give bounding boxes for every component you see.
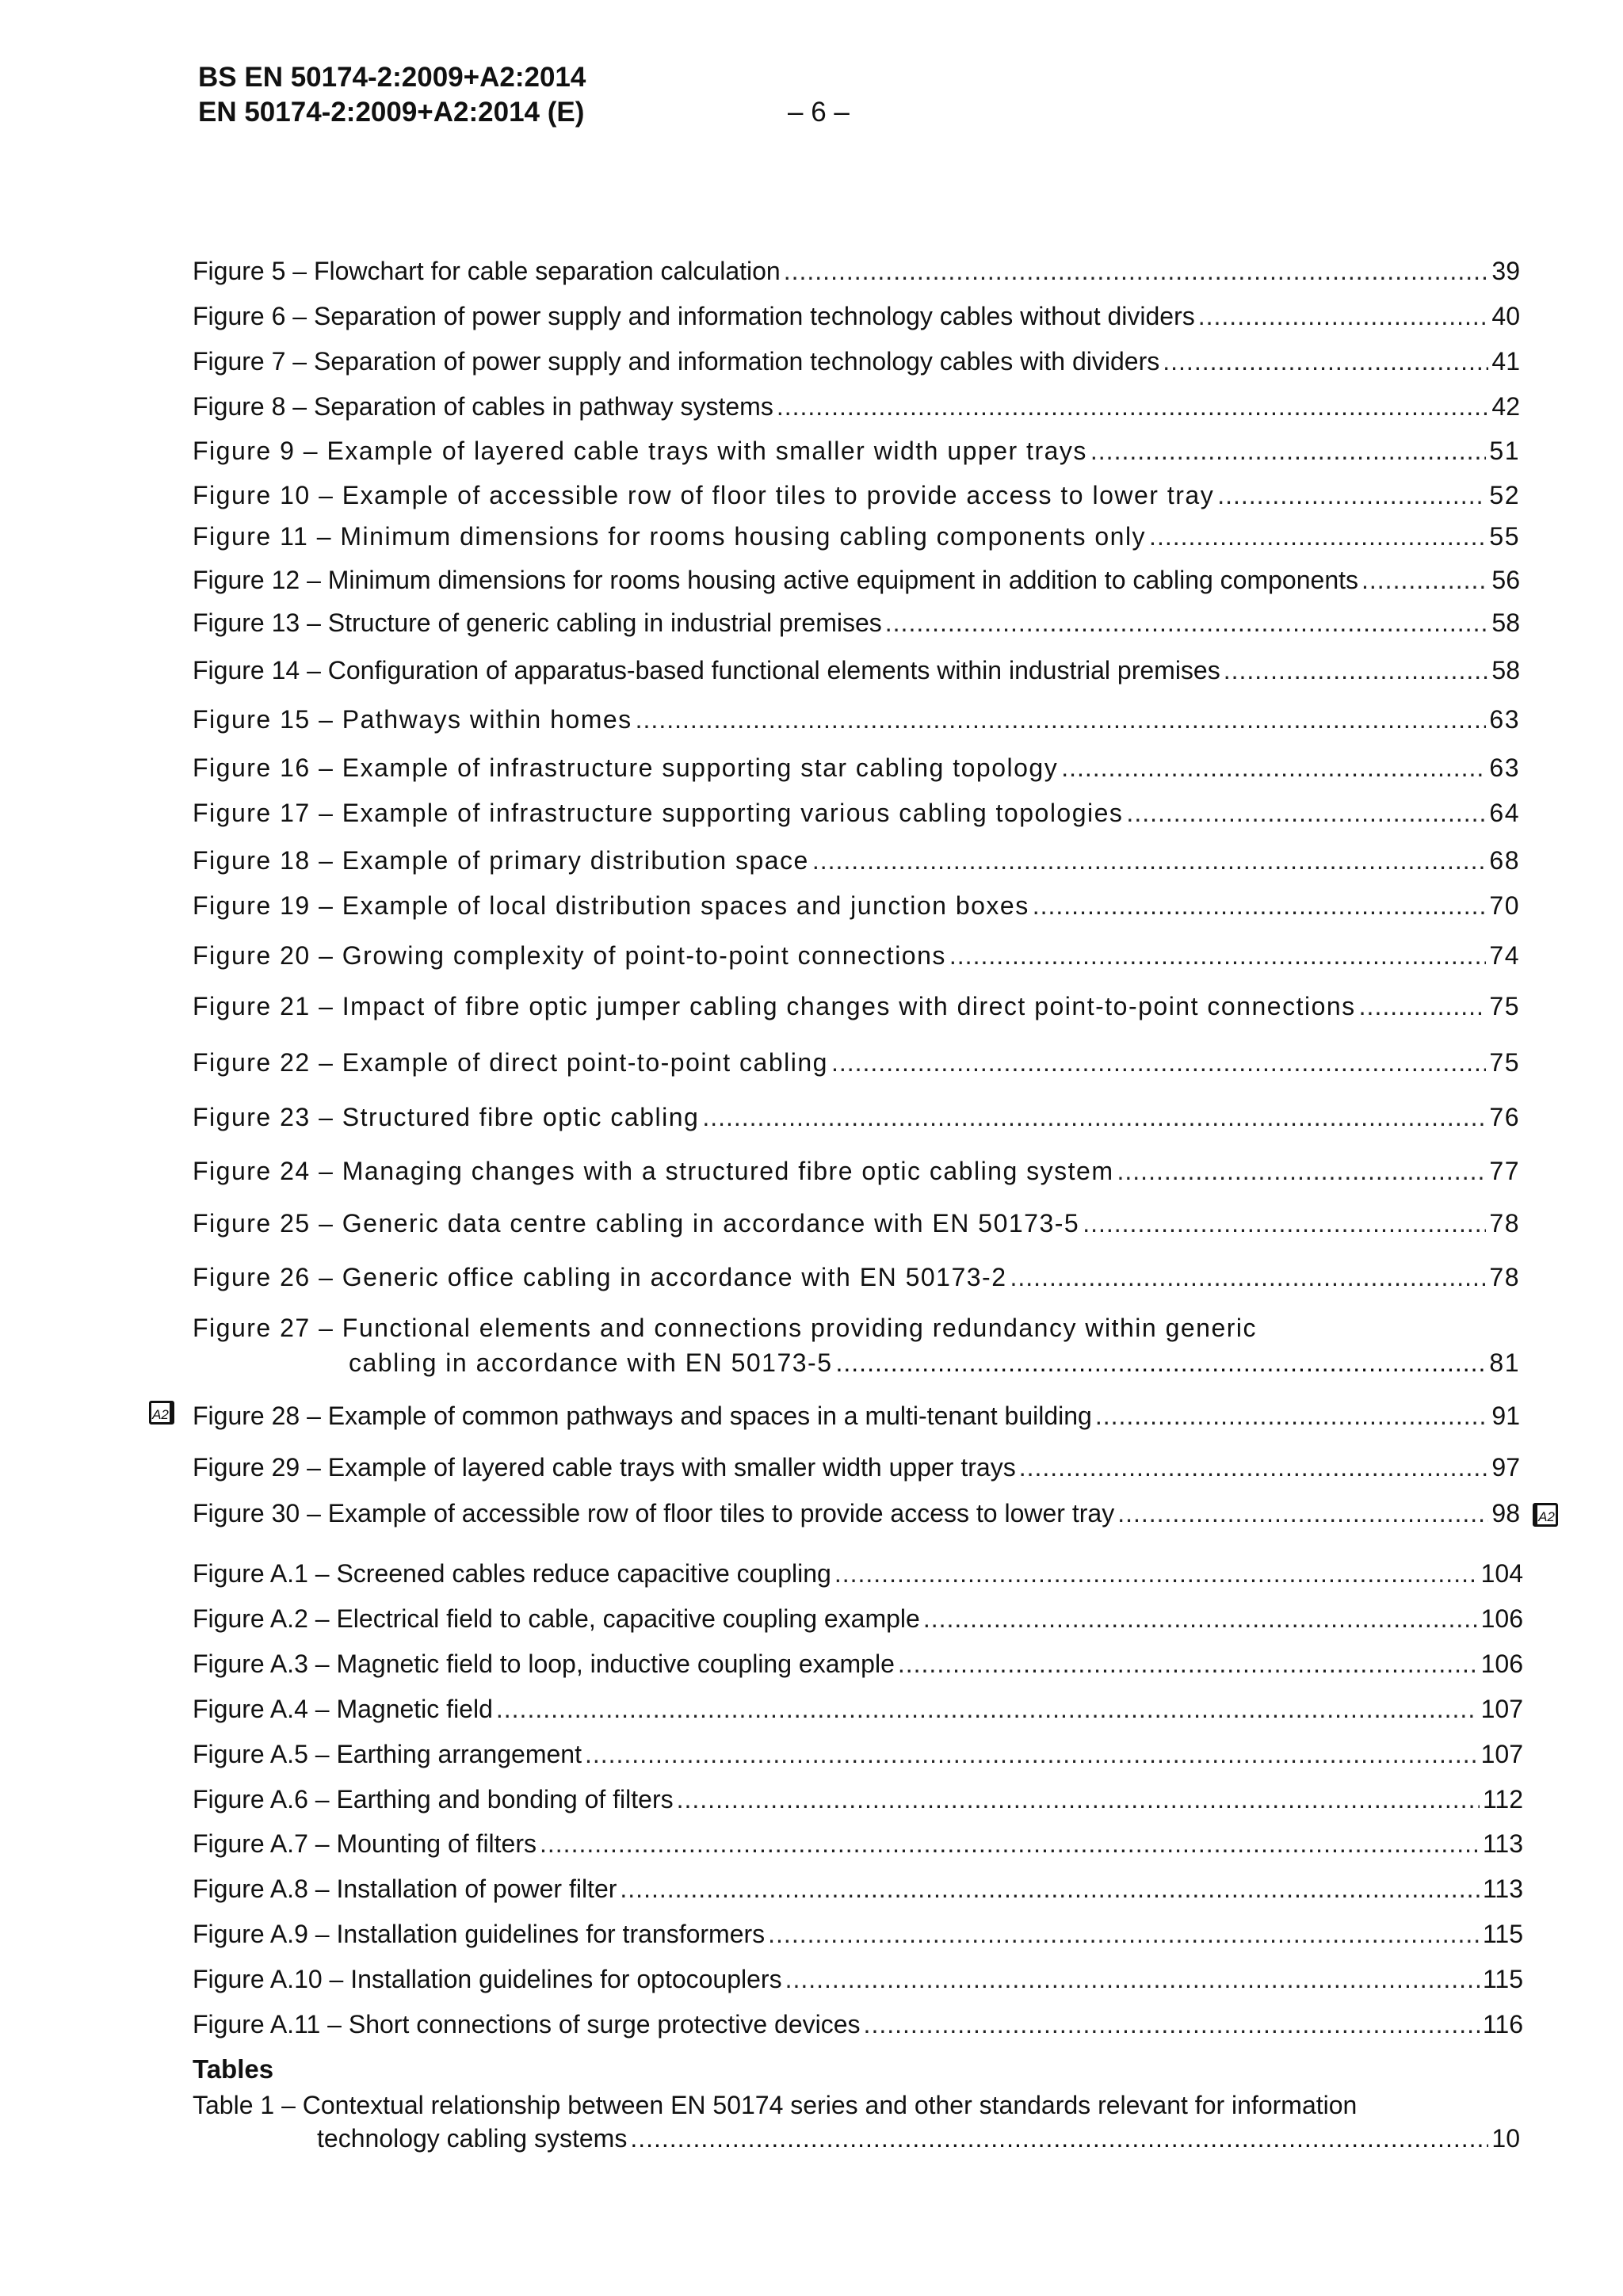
leader-dots [949, 940, 1487, 971]
leader-dots [1083, 1207, 1486, 1239]
toc-entry-title: Figure 20 – Growing complexity of point-to-point connections [193, 941, 946, 970]
toc-entry-title: Figure 10 – Example of accessible row of floor tiles to provide access to lower tray [193, 481, 1215, 509]
toc-entry-title-line1: Table 1 – Contextual relationship between EN 50174 series and other standards relevant for information [193, 2091, 1358, 2119]
toc-entry-title: Figure A.8 – Installation of power filter [193, 1875, 617, 1903]
leader-dots [923, 1603, 1478, 1634]
toc-entry-page: 75 [1489, 1048, 1520, 1077]
toc-entry-title: Figure 21 – Impact of fibre optic jumper cabling changes with direct point-to-point connections [193, 992, 1356, 1020]
toc-entry-title: Figure 17 – Example of infrastructure supporting various cabling topologies [193, 799, 1124, 827]
toc-entry-page: 91 [1491, 1402, 1520, 1430]
toc-entry-page: 39 [1491, 257, 1520, 285]
toc-entry-page: 74 [1489, 941, 1520, 970]
toc-entry-title: Figure 15 – Pathways within homes [193, 705, 632, 734]
toc-entry-figure-8[interactable] [193, 391, 1520, 422]
toc-entry-figure-a4[interactable] [193, 1693, 1523, 1725]
toc-entry-figure-a3[interactable] [193, 1648, 1523, 1680]
toc-entry-figure-20[interactable] [193, 940, 1520, 971]
toc-entry-page: 112 [1482, 1785, 1523, 1814]
toc-entry-page: 40 [1491, 302, 1520, 330]
toc-entry-title: Figure 30 – Example of accessible row of floor tiles to provide access to lower tray [193, 1499, 1115, 1527]
leader-dots [1033, 890, 1487, 921]
toc-entry-page: 106 [1480, 1650, 1523, 1678]
toc-entry-title: Figure 12 – Minimum dimensions for rooms housing active equipment in addition to cabling components [193, 566, 1358, 594]
toc-entry-figure-18[interactable] [193, 845, 1520, 876]
toc-entry-figure-15[interactable] [193, 704, 1520, 735]
toc-entry-figure-25[interactable] [193, 1207, 1520, 1239]
toc-entry-title: Figure 11 – Minimum dimensions for rooms housing cabling components only [193, 522, 1147, 551]
leader-dots [898, 1648, 1478, 1680]
toc-entry-title: Figure A.1 – Screened cables reduce capacitive coupling [193, 1559, 831, 1588]
toc-entry-figure-10[interactable] [193, 479, 1520, 511]
toc-entry-page: 113 [1482, 1829, 1523, 1858]
toc-entry-page: 98 [1491, 1499, 1520, 1527]
leader-dots [834, 1558, 1478, 1589]
leader-dots [864, 2008, 1480, 2040]
toc-entry-figure-a1[interactable] [193, 1558, 1523, 1589]
leader-dots [630, 2122, 1488, 2155]
toc-entry-title: Figure 26 – Generic office cabling in accordance with EN 50173-2 [193, 1263, 1007, 1291]
toc-entry-page: 76 [1489, 1103, 1520, 1131]
toc-entry-figure-23[interactable] [193, 1101, 1520, 1133]
toc-entry-page: 78 [1489, 1263, 1520, 1291]
toc-entry-figure-17[interactable] [193, 797, 1520, 829]
leader-dots [1149, 521, 1486, 552]
toc-entry-page: 58 [1491, 608, 1520, 637]
toc-entry-figure-26[interactable] [193, 1261, 1520, 1293]
toc-entry-title: Figure 25 – Generic data centre cabling in accordance with EN 50173-5 [193, 1209, 1080, 1238]
leader-dots [620, 1873, 1480, 1905]
leader-dots [768, 1918, 1480, 1950]
toc-entry-title: Figure A.4 – Magnetic field [193, 1695, 493, 1723]
toc-entry-page: 113 [1482, 1875, 1523, 1903]
toc-entry-page: 41 [1491, 347, 1520, 376]
leader-dots [1198, 300, 1489, 332]
leader-dots [1217, 479, 1486, 511]
toc-entry-page: 97 [1491, 1453, 1520, 1482]
toc-entry-title: Figure 23 – Structured fibre optic cabling [193, 1103, 700, 1131]
toc-entry-figure-a7[interactable] [193, 1828, 1523, 1859]
document-id-bs: BS EN 50174-2:2009+A2:2014 [198, 62, 586, 93]
toc-entry-figure-a9[interactable] [193, 1918, 1523, 1950]
toc-entry-title: Figure A.3 – Magnetic field to loop, inductive coupling example [193, 1650, 895, 1678]
document-id-en: EN 50174-2:2009+A2:2014 (E) [198, 97, 585, 128]
leader-dots [785, 1963, 1480, 1995]
toc-entry-table-1[interactable] [193, 2088, 1520, 2155]
toc-entry-page: 51 [1489, 437, 1520, 465]
leader-dots [1163, 345, 1488, 377]
toc-entry-figure-12[interactable] [193, 564, 1520, 596]
toc-entry-figure-13[interactable] [193, 607, 1520, 639]
toc-entry-title: Figure 29 – Example of layered cable trays with smaller width upper trays [193, 1453, 1016, 1482]
leader-dots [1117, 1497, 1488, 1529]
leader-dots [836, 1345, 1487, 1380]
toc-entry-page: 63 [1489, 753, 1520, 782]
toc-entry-figure-28[interactable] [193, 1400, 1520, 1432]
toc-entry-figure-6[interactable] [193, 300, 1520, 332]
toc-entry-title: Figure 19 – Example of local distribution spaces and junction boxes [193, 891, 1029, 920]
leader-dots [784, 255, 1489, 287]
leader-dots [1061, 752, 1486, 784]
leader-dots [702, 1101, 1486, 1133]
toc-entry-figure-5[interactable] [193, 255, 1520, 287]
toc-entry-title: Figure A.2 – Electrical field to cable, capacitive coupling example [193, 1604, 920, 1633]
leader-dots [1019, 1451, 1489, 1483]
toc-entry-title: Figure 28 – Example of common pathways and spaces in a multi-tenant building [193, 1402, 1092, 1430]
toc-entry-title: Figure 13 – Structure of generic cabling in industrial premises [193, 608, 882, 637]
amendment-end-marker: A2 [1533, 1503, 1558, 1527]
toc-entry-page: 42 [1491, 392, 1520, 421]
toc-entry-page: 115 [1482, 1920, 1523, 1948]
toc-entry-title: Figure 9 – Example of layered cable trays with smaller width upper trays [193, 437, 1087, 465]
toc-entry-page: 52 [1489, 481, 1520, 509]
leader-dots [1126, 797, 1486, 829]
toc-entry-page: 78 [1489, 1209, 1520, 1238]
leader-dots [540, 1828, 1480, 1859]
toc-entry-figure-11[interactable] [193, 521, 1520, 552]
toc-entry-title: Figure 22 – Example of direct point-to-point cabling [193, 1048, 828, 1077]
toc-entry-figure-21[interactable] [193, 990, 1520, 1022]
leader-dots [885, 607, 1489, 639]
toc-entry-title: Figure A.7 – Mounting of filters [193, 1829, 537, 1858]
toc-entry-title: Figure A.10 – Installation guidelines for optocouplers [193, 1965, 782, 1993]
toc-entry-figure-a6[interactable] [193, 1783, 1523, 1815]
toc-entry-page: 116 [1482, 2010, 1523, 2039]
toc-entry-figure-a10[interactable] [193, 1963, 1523, 1995]
toc-entry-figure-29[interactable] [193, 1451, 1520, 1483]
leader-dots [585, 1738, 1478, 1770]
toc-entry-figure-a5[interactable] [193, 1738, 1523, 1770]
toc-entry-figure-a2[interactable] [193, 1603, 1523, 1634]
toc-entry-figure-9[interactable] [193, 435, 1520, 467]
leader-dots [636, 704, 1487, 735]
toc-entry-page: 70 [1489, 891, 1520, 920]
toc-entry-page: 107 [1480, 1740, 1523, 1768]
toc-entry-title: Figure 18 – Example of primary distribution space [193, 846, 809, 875]
toc-entry-page: 10 [1491, 2124, 1520, 2153]
toc-entry-page: 107 [1480, 1695, 1523, 1723]
leader-dots [1359, 990, 1487, 1022]
toc-entry-title-line2: cabling in accordance with EN 50173-5 [349, 1348, 833, 1377]
toc-entry-figure-27[interactable] [193, 1310, 1520, 1380]
toc-entry-page: 106 [1480, 1604, 1523, 1633]
toc-entry-title: Figure 24 – Managing changes with a structured fibre optic cabling system [193, 1157, 1114, 1185]
leader-dots [831, 1047, 1486, 1078]
toc-entry-page: 55 [1489, 522, 1520, 551]
leader-dots [677, 1783, 1480, 1815]
toc-entry-figure-a11[interactable] [193, 2008, 1523, 2040]
toc-entry-title: Figure 5 – Flowchart for cable separation calculation [193, 257, 781, 285]
leader-dots [1361, 564, 1488, 596]
leader-dots [1117, 1155, 1487, 1187]
toc-entry-figure-14[interactable] [193, 654, 1520, 686]
toc-entry-page: 104 [1480, 1559, 1523, 1588]
toc-entry-figure-19[interactable] [193, 890, 1520, 921]
toc-entry-page: 58 [1491, 656, 1520, 685]
toc-entry-page: 77 [1489, 1157, 1520, 1185]
toc-entry-page: 68 [1489, 846, 1520, 875]
toc-entry-title: Figure A.11 – Short connections of surge protective devices [193, 2010, 861, 2039]
toc-entry-page: 64 [1489, 799, 1520, 827]
toc-entry-title-line2: technology cabling systems [317, 2124, 628, 2153]
toc-entry-title: Figure 16 – Example of infrastructure supporting star cabling topology [193, 753, 1059, 782]
toc-entry-page: 56 [1491, 566, 1520, 594]
toc-entry-title: Figure 7 – Separation of power supply and information technology cables with dividers [193, 347, 1160, 376]
toc-entry-title: Figure 14 – Configuration of apparatus-based functional elements within industrial premises [193, 656, 1220, 685]
toc-entry-figure-22[interactable] [193, 1047, 1520, 1078]
amendment-start-marker: A2 [149, 1401, 174, 1425]
toc-entry-figure-24[interactable] [193, 1155, 1520, 1187]
toc-entry-title: Figure A.9 – Installation guidelines for transformers [193, 1920, 766, 1948]
toc-entry-page: 75 [1489, 992, 1520, 1020]
toc-entry-page: 115 [1482, 1965, 1523, 1993]
toc-entry-figure-30[interactable] [193, 1497, 1520, 1529]
leader-dots [496, 1693, 1478, 1725]
toc-entry-page: 63 [1489, 705, 1520, 734]
leader-dots [777, 391, 1489, 422]
toc-entry-title-line1: Figure 27 – Functional elements and connections providing redundancy within generic [193, 1314, 1258, 1342]
leader-dots [1090, 435, 1487, 467]
toc-entry-figure-a8[interactable] [193, 1873, 1523, 1905]
leader-dots [812, 845, 1487, 876]
toc-entry-title: Figure 6 – Separation of power supply and information technology cables without dividers [193, 302, 1195, 330]
toc-entry-page: 81 [1489, 1348, 1520, 1377]
toc-entry-title: Figure A.6 – Earthing and bonding of filters [193, 1785, 674, 1814]
toc-entry-title: Figure A.5 – Earthing arrangement [193, 1740, 582, 1768]
toc-entry-figure-16[interactable] [193, 752, 1520, 784]
leader-dots [1095, 1400, 1489, 1432]
page-number: – 6 – [788, 97, 850, 128]
leader-dots [1010, 1261, 1487, 1293]
tables-heading: Tables [193, 2054, 274, 2084]
leader-dots [1224, 654, 1489, 686]
toc-entry-figure-7[interactable] [193, 345, 1520, 377]
toc-entry-title: Figure 8 – Separation of cables in pathway systems [193, 392, 773, 421]
